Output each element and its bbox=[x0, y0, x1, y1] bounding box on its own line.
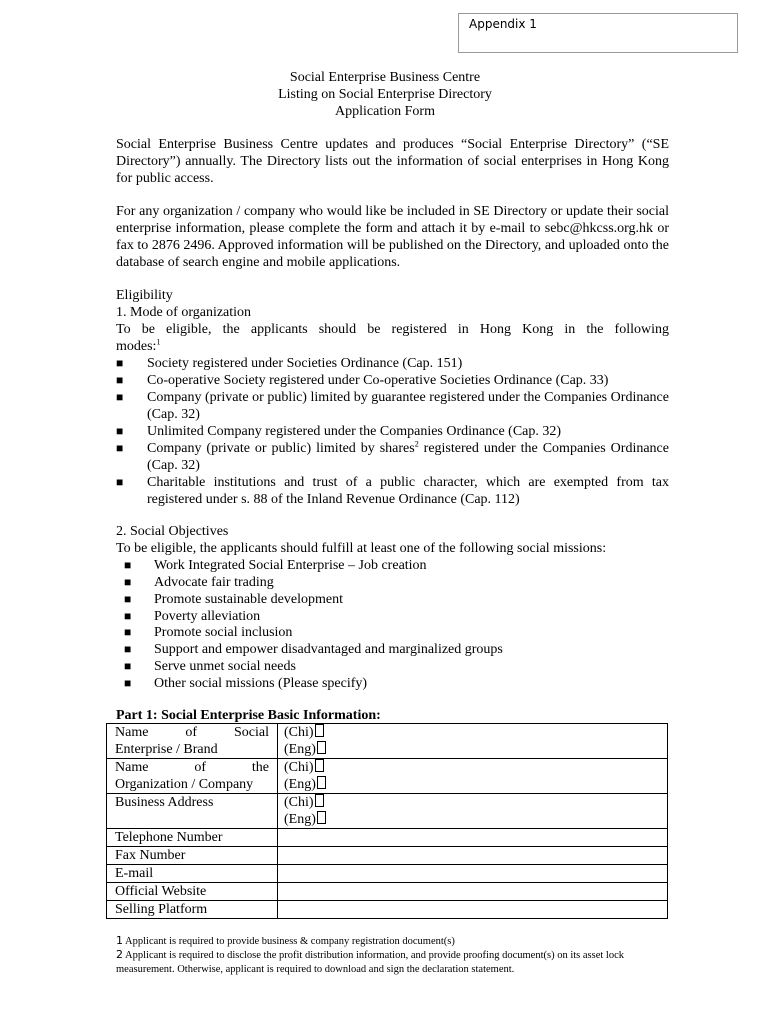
email-field[interactable] bbox=[278, 865, 668, 883]
mission-item-text: Work Integrated Social Enterprise – Job creation bbox=[154, 558, 427, 573]
label-line: Enterprise / Brand bbox=[115, 742, 218, 757]
bullet-icon: ■ bbox=[116, 373, 124, 387]
mode-item-text: Co-operative Society registered under Co-operative Societies Ordinance (Cap. 33) bbox=[147, 373, 609, 388]
eng-label: (Eng) bbox=[284, 742, 316, 757]
bullet-icon: ■ bbox=[124, 558, 132, 572]
chi-label: (Chi) bbox=[284, 760, 314, 775]
organization-name-label bbox=[107, 759, 278, 794]
mode-item-text: Company (private or public) limited by guarantee registered under the Companies Ordinance (Cap. 32) bbox=[147, 390, 669, 422]
section2-intro: To be eligible, the applicants should fulfill at least one of the following social missions: bbox=[116, 541, 607, 556]
title-line-2: Listing on Social Enterprise Directory bbox=[278, 87, 492, 102]
table-row bbox=[107, 847, 668, 865]
mode-item-text bbox=[147, 440, 669, 474]
section1-intro-a: To be eligible, the applicants should be registered in Hong Kong in the following bbox=[116, 322, 669, 337]
section1-heading: 1. Mode of organization bbox=[116, 305, 252, 320]
section2-heading: 2. Social Objectives bbox=[116, 524, 229, 539]
eng-label: (Eng) bbox=[284, 777, 316, 792]
eng-label: (Eng) bbox=[284, 812, 316, 827]
bullet-icon: ■ bbox=[116, 390, 124, 404]
footnote-1 bbox=[116, 934, 666, 949]
bullet-icon: ■ bbox=[124, 592, 132, 606]
mission-item-text: Other social missions (Please specify) bbox=[154, 676, 368, 691]
intro-paragraph-2: For any organization / company who would like be included in SE Directory or update their social enterprise information, please complete the form and attach it by e-mail to sebc@hkcss.org.hk or fax to 2876 2496. Approved information will be published on the Directory, and uploaded onto the database of search engine and mobile applications. bbox=[116, 204, 669, 270]
table-row bbox=[107, 901, 668, 919]
fax-label: Fax Number bbox=[107, 847, 278, 865]
bullet-icon: ■ bbox=[116, 356, 124, 370]
checkbox-glyph-icon bbox=[317, 741, 326, 754]
part1-heading: Part 1: Social Enterprise Basic Information: bbox=[116, 708, 381, 723]
footnote-ref-1: 1 bbox=[156, 337, 161, 347]
mode-item-text: Charitable institutions and trust of a public character, which are exempted from tax registered under s. 88 of the Inland Revenue Ordinance (Cap. 112) bbox=[147, 475, 669, 507]
table-row bbox=[107, 883, 668, 901]
organization-name-field[interactable] bbox=[278, 759, 668, 794]
name-social-enterprise-label bbox=[107, 724, 278, 759]
footnote-ref-2: 2 bbox=[414, 439, 419, 449]
website-label: Official Website bbox=[107, 883, 278, 901]
mission-item-text: Serve unmet social needs bbox=[154, 659, 296, 674]
section1-intro-b-text: modes: bbox=[116, 339, 157, 354]
footnote-number: 2 bbox=[116, 948, 123, 961]
selling-platform-label: Selling Platform bbox=[107, 901, 278, 919]
appendix-box bbox=[458, 13, 738, 53]
label-line: Name of the bbox=[115, 760, 269, 775]
intro-paragraph-1: Social Enterprise Business Centre updates and produces “Social Enterprise Directory” (“SE Directory”) annually. The Directory lists out the information of social enterprises in Hong Kong for public access. bbox=[116, 137, 669, 186]
name-social-enterprise-field[interactable] bbox=[278, 724, 668, 759]
bullet-icon: ■ bbox=[116, 441, 124, 455]
fax-field[interactable] bbox=[278, 847, 668, 865]
shares-item-pre: Company (private or public) limited by shares bbox=[147, 441, 415, 456]
mode-item-text: Society registered under Societies Ordinance (Cap. 151) bbox=[147, 356, 463, 371]
mission-item-text: Promote sustainable development bbox=[154, 592, 343, 607]
mission-item-text: Poverty alleviation bbox=[154, 609, 261, 624]
table-row bbox=[107, 724, 668, 759]
mission-item-text: Support and empower disadvantaged and marginalized groups bbox=[154, 642, 503, 657]
label-line: Organization / Company bbox=[115, 777, 254, 792]
eligibility-heading: Eligibility bbox=[116, 288, 173, 303]
footnote-text: Applicant is required to disclose the profit distribution information, and provide proofing document(s) on its asset lock measurement. Otherwise, applicant is required to download and sign the declaration statement. bbox=[116, 950, 624, 975]
mission-item-text: Advocate fair trading bbox=[154, 575, 274, 590]
bullet-icon: ■ bbox=[124, 642, 132, 656]
mission-item-text: Promote social inclusion bbox=[154, 625, 293, 640]
table-row bbox=[107, 865, 668, 883]
shares-item-post: registered under the Companies Ordinance (Cap. 32) bbox=[147, 441, 669, 473]
table-row bbox=[107, 829, 668, 847]
label-line: Name of Social bbox=[115, 725, 269, 740]
email-label: E-mail bbox=[107, 865, 278, 883]
bullet-icon: ■ bbox=[116, 424, 124, 438]
section1-intro-b bbox=[116, 338, 669, 355]
bullet-icon: ■ bbox=[124, 676, 132, 690]
checkbox-glyph-icon bbox=[315, 794, 324, 807]
footnote-2 bbox=[116, 948, 666, 977]
bullet-icon: ■ bbox=[124, 659, 132, 673]
business-address-label: Business Address bbox=[107, 794, 278, 829]
table-row bbox=[107, 759, 668, 794]
bullet-icon: ■ bbox=[124, 609, 132, 623]
selling-platform-field[interactable] bbox=[278, 901, 668, 919]
footnote-number: 1 bbox=[116, 934, 123, 947]
title-line-1: Social Enterprise Business Centre bbox=[289, 70, 481, 85]
title-line-3: Application Form bbox=[335, 104, 435, 119]
chi-label: (Chi) bbox=[284, 795, 314, 810]
business-address-field[interactable] bbox=[278, 794, 668, 829]
telephone-label: Telephone Number bbox=[107, 829, 278, 847]
website-field[interactable] bbox=[278, 883, 668, 901]
appendix-label: Appendix 1 bbox=[469, 17, 537, 31]
bullet-icon: ■ bbox=[124, 625, 132, 639]
checkbox-glyph-icon bbox=[315, 724, 324, 737]
mode-item-text: Unlimited Company registered under the Companies Ordinance (Cap. 32) bbox=[147, 424, 562, 439]
basic-info-table bbox=[106, 723, 668, 919]
telephone-field[interactable] bbox=[278, 829, 668, 847]
bullet-icon: ■ bbox=[124, 575, 132, 589]
footnote-text: Applicant is required to provide business & company registration document(s) bbox=[125, 936, 455, 947]
checkbox-glyph-icon bbox=[315, 759, 324, 772]
checkbox-glyph-icon bbox=[317, 811, 326, 824]
table-row bbox=[107, 794, 668, 829]
checkbox-glyph-icon bbox=[317, 776, 326, 789]
chi-label: (Chi) bbox=[284, 725, 314, 740]
bullet-icon: ■ bbox=[116, 475, 124, 489]
